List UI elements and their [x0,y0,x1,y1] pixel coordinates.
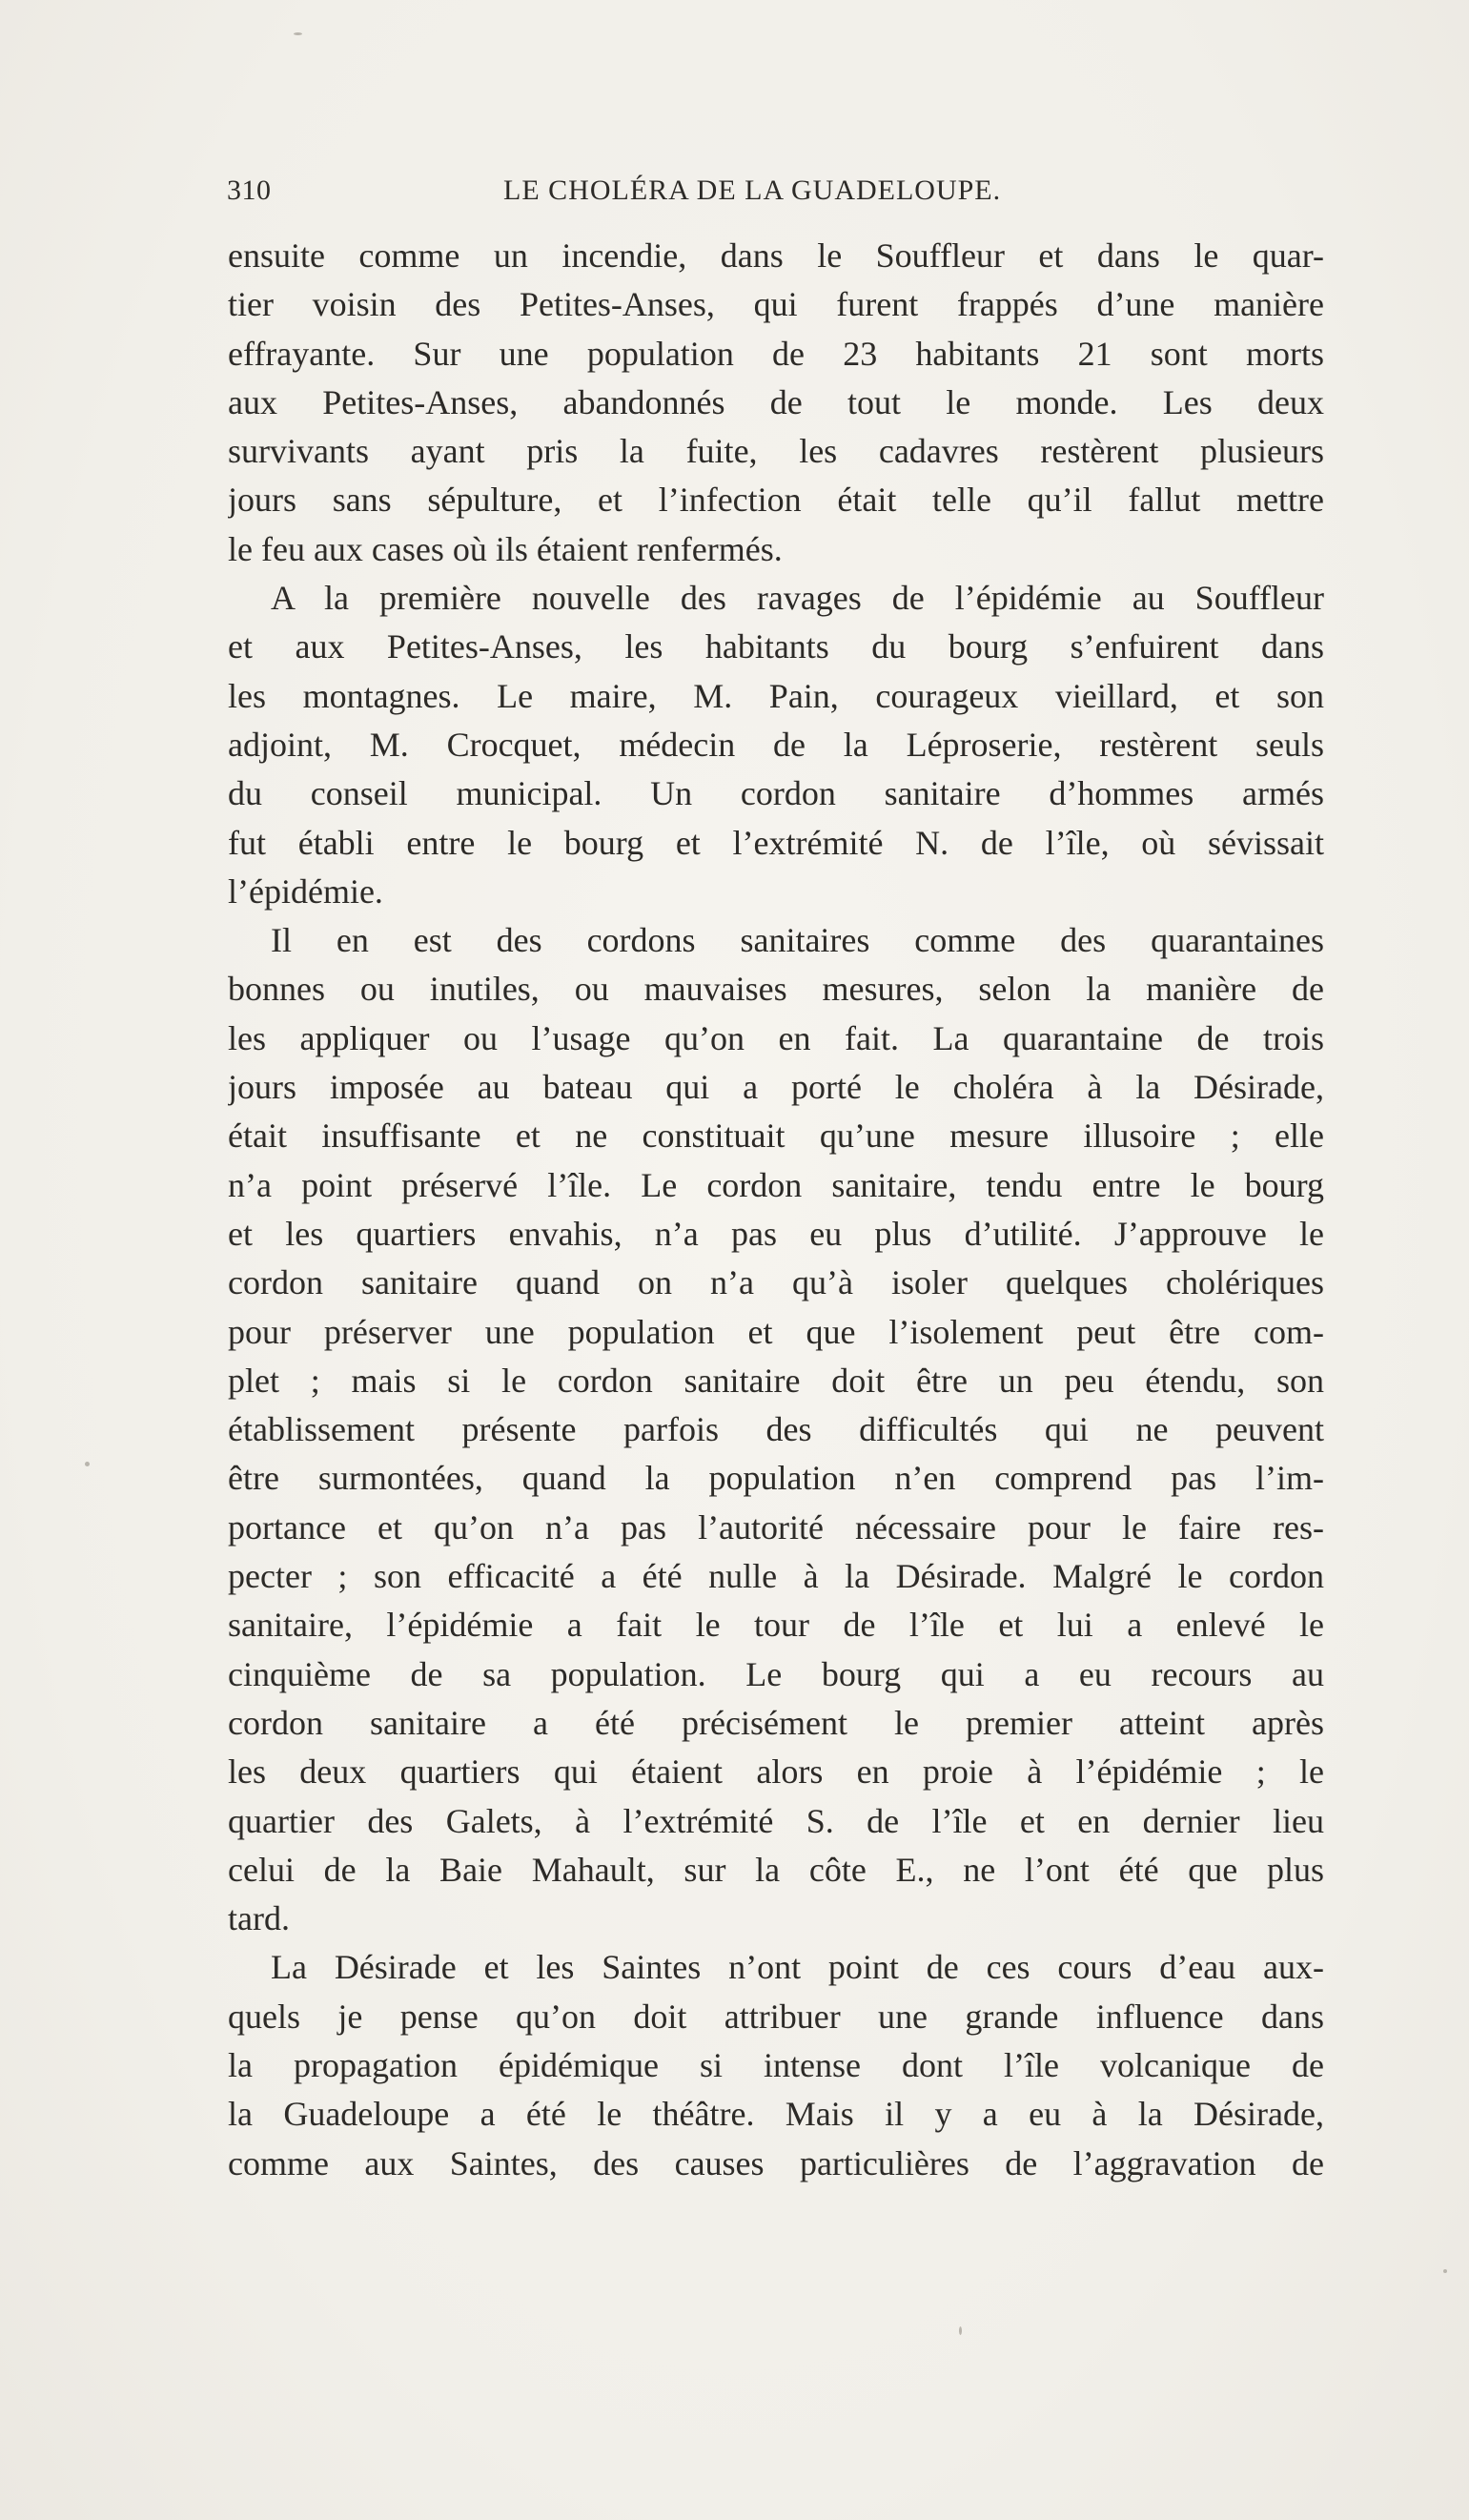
text-line: jours imposée au bateau qui a porté le choléra à la Désirade, [228,1068,1324,1107]
text-line: adjoint, M. Crocquet, médecin de la Léproserie, restèrent seuls [228,725,1324,764]
text-line: sanitaire, l’épidémie a fait le tour de l’île et lui a enlevé le [228,1606,1324,1645]
text-line: tard. [228,1899,290,1938]
paper-speck [1443,2269,1447,2273]
text-line: La Désirade et les Saintes n’ont point de ces cours d’eau aux- [271,1948,1324,1987]
text-line: bonnes ou inutiles, ou mauvaises mesures, selon la manière de [228,970,1324,1009]
text-line: A la première nouvelle des ravages de l’épidémie au Souffleur [271,579,1324,618]
text-line: les montagnes. Le maire, M. Pain, courageux vieillard, et son [228,676,1324,715]
text-line: pour préserver une population et que l’isolement peut être com- [228,1312,1324,1351]
text-line: survivants ayant pris la fuite, les cadavres restèrent plusieurs [228,432,1324,471]
text-line: pecter ; son efficacité a été nulle à la Désirade. Malgré le cordon [228,1557,1324,1596]
text-line: la propagation épidémique si intense dont l’île volcanique de [228,2045,1324,2084]
text-line: cordon sanitaire a été précisément le premier atteint après [228,1703,1324,1742]
text-line: et aux Petites-Anses, les habitants du bourg s’enfuirent dans [228,627,1324,666]
text-line: être surmontées, quand la population n’en comprend pas l’im- [228,1459,1324,1498]
text-line: établissement présente parfois des difficultés qui ne peuvent [228,1410,1324,1449]
text-line: était insuffisante et ne constituait qu’une mesure illusoire ; elle [228,1117,1324,1156]
text-line: quels je pense qu’on doit attribuer une grande influence dans [228,1997,1324,2036]
text-line: n’a point préservé l’île. Le cordon sanitaire, tendu entre le bourg [228,1165,1324,1204]
text-line: fut établi entre le bourg et l’extrémité N. de l’île, où sévissait [228,823,1324,862]
text-line: le feu aux cases où ils étaient renfermés. [228,529,783,568]
paper-speck [85,1462,90,1466]
running-title: LE CHOLÉRA DE LA GUADELOUPE. [503,174,1002,206]
text-line: les appliquer ou l’usage qu’on en fait. La quarantaine de trois [228,1018,1324,1057]
text-line: ensuite comme un incendie, dans le Souffleur et dans le quar- [228,236,1324,275]
text-line: Il en est des cordons sanitaires comme des quarantaines [271,921,1324,960]
text-line: du conseil municipal. Un cordon sanitaire d’hommes armés [228,774,1324,813]
text-line: tier voisin des Petites-Anses, qui furent frappés d’une manière [228,285,1324,324]
text-line: comme aux Saintes, des causes particulières de l’aggravation de [228,2143,1324,2182]
page-header [227,174,1323,213]
text-line: aux Petites-Anses, abandonnés de tout le monde. Les deux [228,382,1324,421]
body-text [228,232,1324,2188]
text-line: les deux quartiers qui étaient alors en proie à l’épidémie ; le [228,1752,1324,1792]
text-line: plet ; mais si le cordon sanitaire doit être un peu étendu, son [228,1361,1324,1400]
text-line: quartier des Galets, à l’extrémité S. de l’île et en dernier lieu [228,1801,1324,1840]
text-line: l’épidémie. [228,871,383,911]
text-line: portance et qu’on n’a pas l’autorité nécessaire pour le faire res- [228,1507,1324,1547]
text-line: jours sans sépulture, et l’infection était telle qu’il fallut mettre [228,481,1324,520]
text-line: et les quartiers envahis, n’a pas eu plus d’utilité. J’approuve le [228,1214,1324,1253]
text-line: celui de la Baie Mahault, sur la côte E., ne l’ont été que plus [228,1850,1324,1889]
text-line: effrayante. Sur une population de 23 habitants 21 sont morts [228,334,1324,373]
text-line: cordon sanitaire quand on n’a qu’à isoler quelques cholériques [228,1263,1324,1302]
text-line: cinquième de sa population. Le bourg qui a eu recours au [228,1654,1324,1693]
paper-speck [959,2326,962,2335]
paper-speck [294,32,302,35]
page-number: 310 [227,174,272,206]
text-line: la Guadeloupe a été le théâtre. Mais il y a eu à la Désirade, [228,2095,1324,2134]
